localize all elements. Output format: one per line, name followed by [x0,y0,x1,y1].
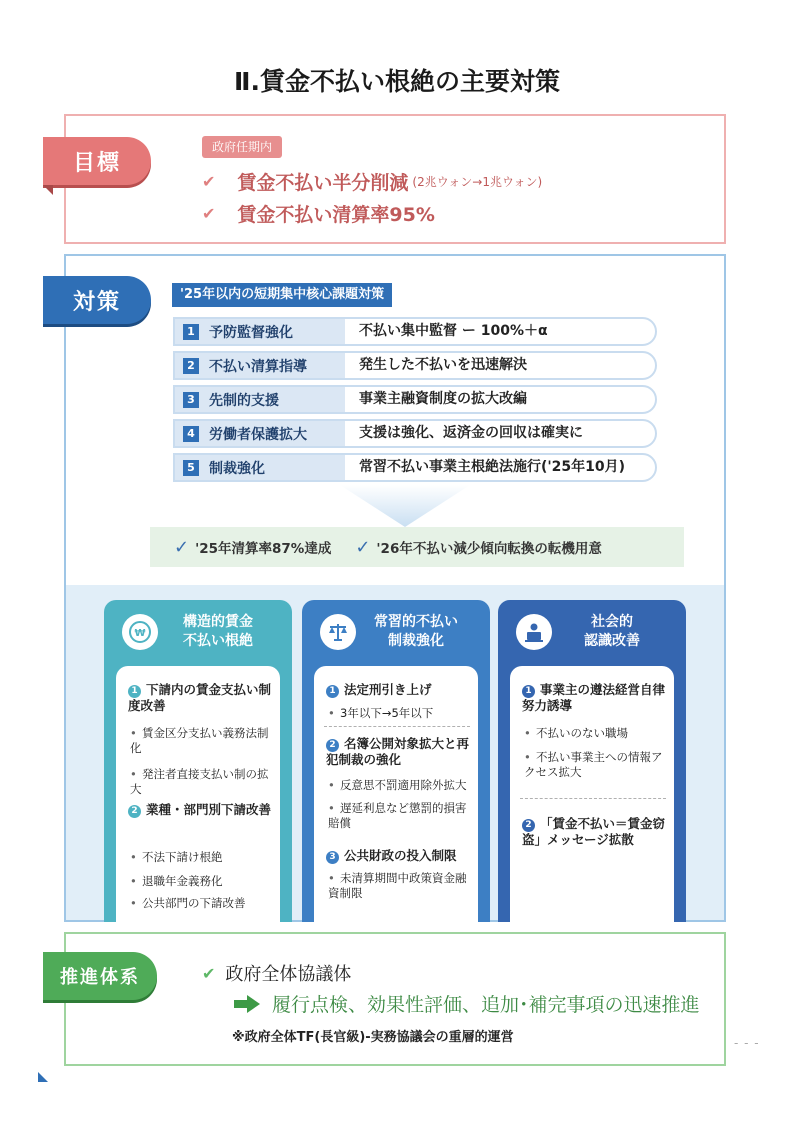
pillar-item: 2 業種・部門別下請改善 [128,802,276,818]
promotion-body: ✔ 政府全体協議体 [202,963,352,985]
period-badge: 政府任期内 [202,136,282,158]
measure-label: 労働者保護拡大 [209,426,307,443]
pillar-sub-item: • 発注者直接支払い制の拡大 [130,767,278,797]
measures-tab: 対策 [43,276,151,324]
measure-row [173,351,657,380]
pillar-awareness [498,600,686,922]
result-item: ✓ '26年不払い減少傾向転換の転機用意 [355,536,602,558]
pillar-title: 不払い根絶 [183,633,253,649]
pillar-sub-item: • 公共部門の下請改善 [130,896,278,911]
measure-row [173,453,657,482]
pillar-title: 構造的賃金 [183,614,253,630]
measure-row [173,317,657,346]
goal-item [202,200,435,227]
measures-subtitle: '25年以内の短期集中核心課題対策 [172,283,392,307]
speaker-podium-icon [516,614,552,650]
pillar-card [314,666,478,922]
pillar-sanctions [302,600,490,922]
down-arrow-icon [340,485,470,527]
svg-text:₩: ₩ [134,628,146,639]
measure-desc: 事業主融資制度の拡大改編 [359,391,527,407]
pillar-item: 1 法定刑引き上げ [326,682,474,698]
pillar-sub-item: • 退職年金義務化 [130,874,278,889]
pillar-item: 1 事業主の遵法経営自律努力誘導 [522,682,666,713]
goal-tab: 目標 [43,137,151,185]
check-icon: ✔ [202,963,216,983]
measure-number: 3 [183,392,199,408]
results-bar [150,527,684,567]
corner-triangle [38,1072,48,1082]
pillar-title: 認識改善 [584,633,640,649]
pillar-structural [104,600,292,922]
check-icon: ✓ [355,536,371,558]
goal-item-text: 賃金不払い半分削減 [237,172,409,194]
check-icon: ✓ [174,536,190,558]
measure-desc: 常習不払い事業主根絶法施行('25年10月) [359,459,626,475]
measure-desc: 発生した不払いを迅速解決 [359,357,527,373]
pillar-title: 常習的不払い [374,614,458,630]
pillar-title: 制裁強化 [388,633,444,649]
pillar-item: 2 「賃金不払い＝賃金窃盗」メッセージ拡散 [522,816,666,847]
pillar-sub-item: • 未清算期間中政策資金融資制限 [328,871,476,901]
goal-item-note: (2兆ウォン→1兆ウォン) [412,175,543,189]
pillar-card [116,666,280,922]
arrow-right-icon [234,995,260,1013]
measure-number: 5 [183,460,199,476]
pillar-sub-item: • 不法下請け根絶 [130,850,278,865]
decorative-dashes: - - - [734,1036,760,1050]
pillar-sub-item: • 賃金区分支払い義務法制化 [130,726,278,756]
pillar-title: 社会的 [591,614,633,630]
measure-desc: 支援は強化、返済金の回収は確実に [359,425,583,441]
goal-item [202,168,542,195]
measure-label: 不払い清算指導 [209,358,307,375]
pillar-sub-item: • 3年以下→5年以下 [328,706,476,721]
pillar-sub-item: • 不払いのない職場 [524,726,672,741]
promotion-tab: 推進体系 [43,952,157,1000]
pillar-item: 3 公共財政の投入制限 [326,848,474,864]
pillar-card [510,666,674,922]
wage-coin-icon [122,614,158,650]
pillar-sub-item: • 遅延利息など懲罰的損害賠償 [328,801,476,831]
check-icon: ✔ [202,172,216,191]
pillar-item: 1 下請内の賃金支払い制度改善 [128,682,272,713]
measure-label: 予防監督強化 [209,324,293,341]
measure-number: 2 [183,358,199,374]
promotion-action: 履行点検、効果性評価、追加･補完事項の迅速推進 [234,990,700,1017]
measure-number: 1 [183,324,199,340]
pillar-item: 2 名簿公開対象拡大と再犯制裁の強化 [326,736,470,767]
pillar-sub-item: • 反意思不罰適用除外拡大 [328,778,476,793]
result-item: ✓ '25年清算率87%達成 [174,536,332,558]
promotion-note: ※政府全体TF(長官級)-実務協議会の重層的運営 [232,1030,514,1045]
measure-row [173,385,657,414]
measure-label: 制裁強化 [209,460,265,477]
measure-row [173,419,657,448]
pillar-sub-item: • 不払い事業主への情報アクセス拡大 [524,750,672,780]
page-title: Ⅱ.賃金不払い根絶の主要対策 [234,67,560,96]
check-icon: ✔ [202,204,216,223]
scales-icon [320,614,356,650]
measure-label: 先制的支援 [209,392,279,409]
measure-desc: 不払い集中監督 ー 100%＋α [359,323,548,339]
measure-number: 4 [183,426,199,442]
goal-item-text: 賃金不払い清算率95% [237,204,435,226]
